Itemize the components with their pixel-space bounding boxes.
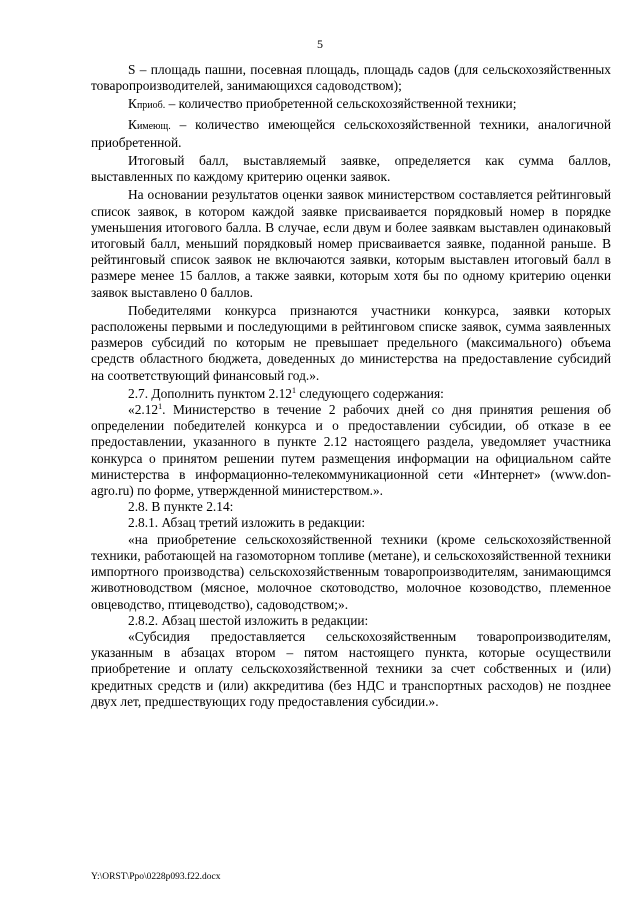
k-imeyush-symbol: К bbox=[128, 116, 137, 132]
paragraph-winners: Победителями конкурса признаются участники конкурса, заявки которых расположены первыми и последующими в рейтинговом списке заявок, сумма заявленных размеров субсидий по которым не превышает предельного (максимального) объема средств областного бюджета, доведенных до министерства на предоставление субсидий на соответствующий финансовый год.». bbox=[91, 302, 611, 383]
p5-superscript: 1 bbox=[158, 402, 163, 412]
k-prib-text: – количество приобретенной сельскохозяйственной техники; bbox=[165, 96, 517, 112]
paragraph-quote-subsidy: «Субсидия предоставляется сельскохозяйственным товаропроизводителям, указанным в абзацах втором – пятом настоящего пункта, которые осуществили приобретение и оплату сельскохозяйственной техники за счет собственных и (или) кредитных средств и (или) аккредитива (без НДС и транспортных расходов) не позднее двух лет, предшествующих году предоставления субсидии.». bbox=[91, 628, 611, 709]
paragraph-2-8: 2.8. В пункте 2.14: bbox=[128, 499, 234, 515]
paragraph-total-score: Итоговый балл, выставляемый заявке, определяется как сумма баллов, выставленных по каждому критерию оценки заявок. bbox=[91, 153, 611, 185]
paragraph-quote-equipment: «на приобретение сельскохозяйственной техники (кроме сельскохозяйственной техники, работающей на газомоторном топливе (метане), и сельскохозяйственной техники импортного производства) сельскохозяйственным товаропроизводителям, занимающимся животноводством (мясное, молочное скотоводство, молочное козоводство, племенное овцеводство, птицеводство), садоводством;». bbox=[91, 531, 611, 612]
definition-k-imeyush bbox=[91, 117, 611, 151]
definition-s: S – площадь пашни, посевная площадь, площадь садов (для сельскохозяйственных товаропроизводителей, занимающихся садоводством); bbox=[91, 62, 611, 94]
page-number: 5 bbox=[317, 37, 323, 51]
paragraph-2-7 bbox=[91, 386, 611, 402]
p5-pre: «2.12 bbox=[128, 402, 159, 418]
p4-pre: 2.7. Дополнить пунктом 2.12 bbox=[128, 385, 292, 401]
paragraph-2-8-2: 2.8.2. Абзац шестой изложить в редакции: bbox=[128, 612, 369, 628]
k-imeyush-subscript: имеющ. bbox=[136, 120, 171, 132]
p4-superscript: 1 bbox=[292, 385, 296, 395]
k-prib-subscript: приоб. bbox=[136, 100, 166, 112]
footer-file-path: Y:\ORST\Ppo\0228p093.f22.docx bbox=[91, 872, 221, 882]
paragraph-2-8-1: 2.8.1. Абзац третий изложить в редакции: bbox=[128, 515, 366, 531]
paragraph-2-12-1 bbox=[91, 402, 611, 499]
p4-post: следующего содержания: bbox=[296, 385, 444, 401]
k-imeyush-text: – количество имеющейся сельскохозяйственной техники, аналогичной приобретенной. bbox=[91, 116, 611, 150]
paragraph-rating-list: На основании результатов оценки заявок министерством составляется рейтинговый список заявок, в котором каждой заявке присваивается порядковый номер в порядке уменьшения итогового балла. В случае, если двум и более заявкам выставлен одинаковый итоговый балл, меньший порядковый номер присваивается заявке, поданной раньше. В рейтинговый список заявок не включаются заявки, которым выставлен итоговый балл в размере менее 15 баллов, а также заявки, которым хотя бы по одному критерию оценки заявок выставлено 0 баллов. bbox=[91, 187, 611, 300]
document-body bbox=[91, 62, 611, 710]
k-prib-symbol: К bbox=[128, 96, 137, 112]
p5-post: . Министерство в течение 2 рабочих дней со дня принятия решения об определении победителей конкурса и о предоставлении субсидии, об отказе в ее предоставлении, указанного в пункте 2.12 настоящего раздела, уведомляет участника конкурса о принятом решении путем размещения информации на официальном сайте министерства в информационно-телекоммуникационной сети «Интернет» (www.don-agro.ru) по форме, утвержденной министерством.». bbox=[91, 402, 611, 499]
definition-k-prib bbox=[91, 96, 611, 114]
